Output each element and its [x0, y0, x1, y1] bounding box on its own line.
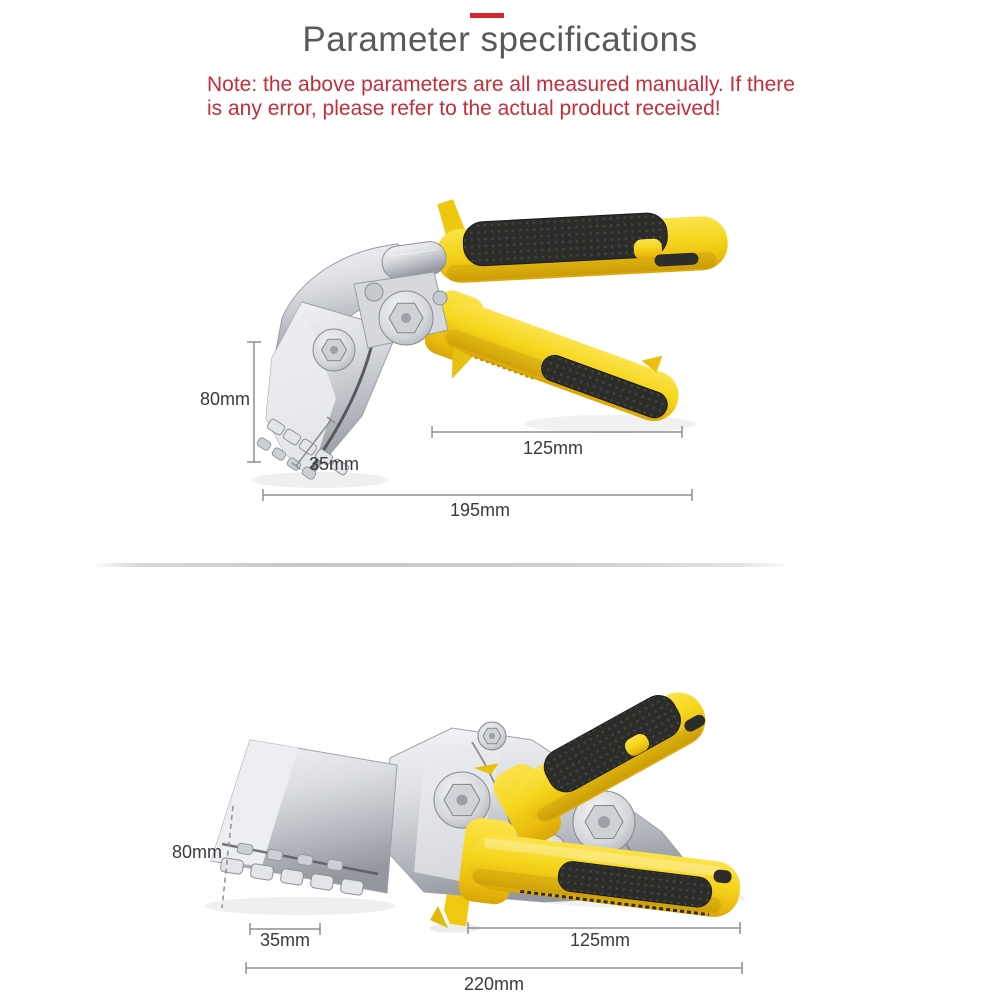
shadow	[252, 472, 388, 488]
hex-bolt	[379, 291, 433, 345]
note-line-1: Note: the above parameters are all measured manually. If there	[207, 73, 795, 96]
shadow	[525, 415, 695, 433]
dim-label-total-bottom: 220mm	[463, 974, 525, 994]
shadow	[205, 897, 395, 915]
dim-label-total-top: 195mm	[449, 500, 511, 520]
product-photo-top	[200, 185, 729, 520]
dim-label-handle-top: 125mm	[522, 438, 584, 458]
screw	[433, 291, 447, 305]
bent-jaw	[211, 740, 397, 896]
dim-label-height-top: 80mm	[199, 389, 251, 409]
dim-label-handle-bottom: 125mm	[569, 930, 631, 950]
upper-handle	[433, 185, 729, 284]
chrome-head	[256, 240, 448, 481]
dim-label-jaw-top: 35mm	[308, 454, 360, 474]
dim-label-jaw-bottom: 35mm	[259, 930, 311, 950]
hex-bolt	[313, 329, 355, 371]
screw	[365, 283, 383, 301]
product-photo-bottom	[172, 657, 745, 994]
hex-bolt	[478, 722, 506, 750]
section-divider	[95, 563, 787, 567]
dim-label-height-bottom: 80mm	[171, 842, 223, 862]
note-line-2: is any error, please refer to the actual product received!	[207, 96, 721, 120]
page-title: Parameter specifications	[302, 20, 698, 59]
